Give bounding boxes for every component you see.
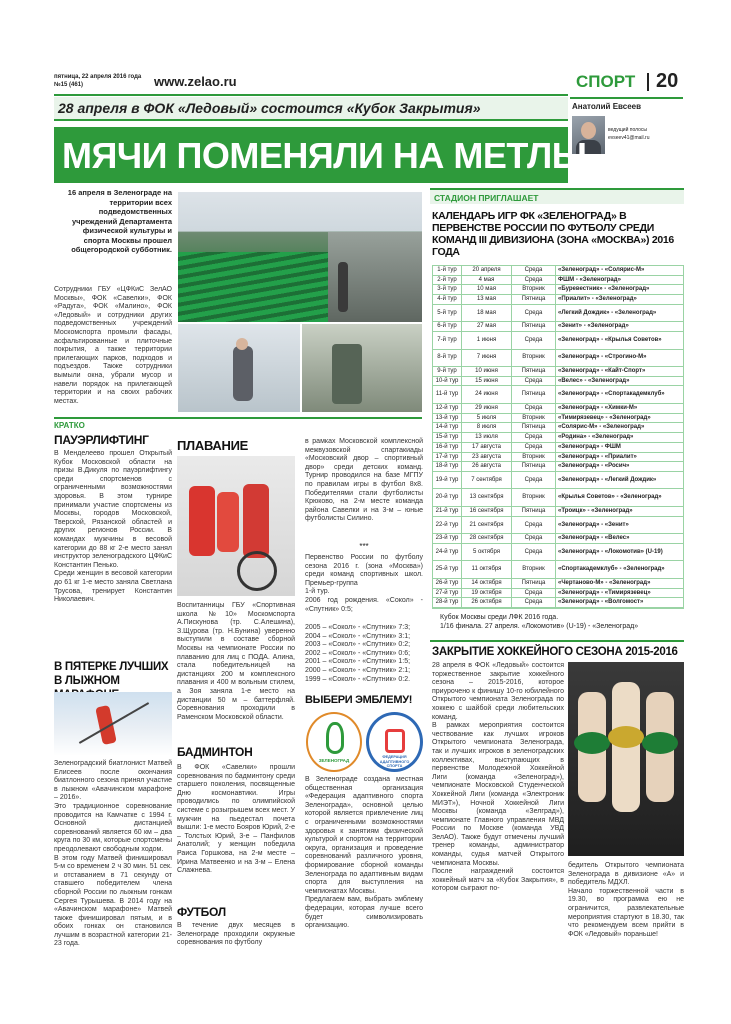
football-result: 2001 – «Сокол» - «Спутник» 1:5; xyxy=(305,658,411,666)
calendar-weekday: Среда xyxy=(511,377,555,386)
calendar-weekday: Пятница xyxy=(511,507,555,516)
calendar-weekday: Пятница xyxy=(511,579,555,588)
kratko-strip xyxy=(54,417,422,431)
calendar-row xyxy=(433,423,683,433)
calendar-row xyxy=(433,534,683,544)
masthead xyxy=(54,72,684,92)
calendar-row xyxy=(433,350,683,367)
calendar-row xyxy=(433,295,683,305)
stadium-strip xyxy=(430,188,684,204)
calendar-row xyxy=(433,598,683,608)
calendar-date: 28 сентября xyxy=(461,534,511,543)
calendar-match: «Зеленоград» - «Локомотив» (U-19) xyxy=(555,544,683,560)
calendar-round: 5-й тур xyxy=(437,309,457,316)
hockey-body-continued: бедитель Открытого чемпионата Зеленограда в дивизионе «А» и победитель МДХЛ. Начало торжественной части в 19.30, во программа ею не ограничится, развлекательные мероприятия стартуют в 18.30, так что рекомендуем всем прийти в ФОК «Ледовый» пораньше! xyxy=(568,862,684,938)
site-url[interactable]: www.zelao.ru xyxy=(154,74,237,89)
calendar-round: 28-й тур xyxy=(435,599,459,606)
calendar-match: «Велес» - «Зеленоград» xyxy=(555,377,683,386)
calendar-date: 8 июля xyxy=(461,423,511,432)
badminton-title: БАДМИНТОН xyxy=(177,745,253,759)
skiing-photo xyxy=(54,692,172,756)
calendar-row xyxy=(433,561,683,578)
calendar-date: 23 августа xyxy=(461,453,511,462)
calendar-match: «Зеленоград» - «Кайт-Спорт» xyxy=(555,367,683,376)
calendar-match: «Зеленоград» - «Зенит» xyxy=(555,517,683,533)
calendar-weekday: Среда xyxy=(511,589,555,598)
calendar-round: 18-й тур xyxy=(435,463,459,470)
calendar-match: «Зеленоград» - «Спортакадемклуб» xyxy=(555,386,683,402)
badminton-body: В ФОК «Савелки» прошли соревнования по бадминтону среди старшего поколения, посвященные Дню космонавтики. Игры проводились по олимпийской системе с розыгрышем всех мест. У мужчин на пьедестал почета вышли: 1-е место Бояров Юрий, 2-е – Толстых Юрий, 3-е – Панфилов Анатолий; у женщин победила Раиса Горшкова, на 2-м месте – Ирина Матвеенко и на 3-м – Елена Слажнева. xyxy=(177,764,296,875)
author-box xyxy=(570,97,683,157)
calendar-match: «Зеленоград» - «Солярис-М» xyxy=(555,266,683,275)
banner xyxy=(54,97,568,121)
lead-article-lead: 16 апреля в Зеленограде на территории всех подведомственных учреждений Департамента физической культуры и спорта Москвы прошел общегородской субботник. xyxy=(67,188,172,254)
calendar-round: 19-й тур xyxy=(435,476,459,483)
football-results xyxy=(305,624,423,684)
calendar-weekday: Среда xyxy=(511,404,555,413)
calendar-weekday: Среда xyxy=(511,305,555,321)
calendar-row xyxy=(433,462,683,472)
calendar-row xyxy=(433,433,683,443)
cup-note: Кубок Москвы среди ЛФК 2016 года. 1/16 финала. 27 апреля. «Локомотив» (U-19) - «Зеленоград» xyxy=(440,614,639,630)
football-first-block: Первенство России по футболу сезона 2016 г. (зона «Москва») среди команд спортивных школ. Премьер-группа 1-й тур. 2006 год рождения. «Сокол» - «Спутник» 0:5; xyxy=(305,554,423,613)
calendar-round: 20-й тур xyxy=(435,494,459,501)
hockey-title: ЗАКРЫТИЕ ХОККЕЙНОГО СЕЗОНА 2015-2016 xyxy=(432,646,678,658)
calendar-date: 13 сентября xyxy=(461,489,511,505)
calendar-date: 15 июня xyxy=(461,377,511,386)
calendar-round: 4-й тур xyxy=(437,296,457,303)
calendar-round: 6-й тур xyxy=(437,323,457,330)
calendar-weekday: Пятница xyxy=(511,322,555,331)
author-role: ведущий полосы xyxy=(608,127,648,133)
calendar-round: 16-й тур xyxy=(435,443,459,450)
calendar-match: «Крылья Советов» - «Зеленоград» xyxy=(555,489,683,505)
hockey-rule xyxy=(430,640,684,642)
calendar-weekday: Среда xyxy=(511,472,555,488)
section-title: СПОРТ xyxy=(576,72,636,91)
calendar-row xyxy=(433,489,683,506)
football-result: 2005 – «Сокол» - «Спутник» 7:3; xyxy=(305,624,411,631)
calendar-row xyxy=(433,579,683,589)
cleaning-photo-1 xyxy=(178,324,300,412)
calendar-title: КАЛЕНДАРЬ ИГР ФК «ЗЕЛЕНОГРАД» В ПЕРВЕНСТВЕ РОССИИ ПО ФУТБОЛУ СРЕДИ КОМАНД III ДИВИЗИОНА (ЗОНА «МОСКВА») 2016 ГОДА xyxy=(432,210,674,258)
main-headline-text: МЯЧИ ПОМЕНЯЛИ НА МЕТЛЫ xyxy=(62,135,587,176)
football-body-continued: в рамках Московской комплексной межвузовской спартакиады «Московский двор – спортивный двор» среди детских команд. Турнир проводился на базе МГПУ по правилам игры в футбол 8х8. Победителями стали футболисты Крюково, на 2-м месте команда района Савелки и на 3-м – юные футболисты Силино. xyxy=(305,438,423,523)
calendar-date: 17 августа xyxy=(461,443,511,452)
calendar-match: «Зеленоград» - «Легкий Дождик» xyxy=(555,472,683,488)
powerlifting-title: ПАУЭРЛИФТИНГ xyxy=(54,433,149,447)
calendar-match: «Зеленоград» - «Химки-М» xyxy=(555,404,683,413)
calendar-round: 27-й тур xyxy=(435,589,459,596)
calendar-round: 12-й тур xyxy=(435,405,459,411)
calendar-weekday: Вторник xyxy=(511,561,555,577)
calendar-round: 10-й тур xyxy=(435,377,459,384)
calendar-row xyxy=(433,386,683,403)
stadium-label: СТАДИОН ПРИГЛАШАЕТ xyxy=(434,193,539,203)
calendar-match: «Легкий Дождик» - «Зеленоград» xyxy=(555,305,683,321)
calendar-row xyxy=(433,517,683,534)
calendar-date: 26 августа xyxy=(461,462,511,471)
calendar-date: 10 мая xyxy=(461,285,511,294)
calendar-date: 11 октября xyxy=(461,561,511,577)
kratko-label: КРАТКО xyxy=(54,421,85,430)
emblem-stars-icon xyxy=(385,729,405,753)
calendar-row xyxy=(433,507,683,517)
calendar-match: «Зеленоград» - ФШМ xyxy=(555,443,683,452)
section-divider xyxy=(647,73,649,91)
calendar-weekday: Пятница xyxy=(511,386,555,402)
calendar-date: 13 мая xyxy=(461,295,511,304)
calendar-round: 1-й тур xyxy=(437,267,457,274)
calendar-round: 11-й тур xyxy=(435,391,459,398)
emblem-body: В Зеленограде создана местная общественная организация «Федерация адаптивного спорта Зеленограда», основной целью которой является привлечение лиц с ограниченными возможностями здоровья к занятиям физической культурой и спортом на территории округа, организация и проведение соревнований различного уровня, формирование сборной команды Зеленограда по адаптивным видам спорта для выступления на чемпионатах Москвы. Предлагаем вам, выбрать эмблему федерации, которая лучше всего будет символизировать организацию. xyxy=(305,776,423,930)
calendar-match: «Зеленоград» - «Волгомост» xyxy=(555,598,683,607)
swimming-title: ПЛАВАНИЕ xyxy=(177,438,248,453)
calendar-match: «Зеленоград» - «Строгино-М» xyxy=(555,350,683,366)
issue-number: №15 (461) xyxy=(54,82,84,88)
football-result: 2003 – «Сокол» - «Спутник» 0:2; xyxy=(305,641,411,649)
calendar-round: 2-й тур xyxy=(437,276,457,283)
calendar-weekday: Среда xyxy=(511,266,555,275)
calendar-date: 16 сентября xyxy=(461,507,511,516)
calendar-row xyxy=(433,276,683,286)
calendar-date: 14 октября xyxy=(461,579,511,588)
author-email[interactable]: evseev41@mail.ru xyxy=(608,135,650,141)
calendar-row xyxy=(433,377,683,387)
calendar-match: «Троицк» - «Зеленоград» xyxy=(555,507,683,516)
calendar-round: 25-й тур xyxy=(435,566,459,573)
calendar-weekday: Пятница xyxy=(511,367,555,376)
calendar-weekday: Вторник xyxy=(511,350,555,366)
emblem-logo-1-text: ЗЕЛЕНОГРАД xyxy=(318,758,350,763)
calendar-date: 4 мая xyxy=(461,276,511,285)
calendar-row xyxy=(433,305,683,322)
calendar-row xyxy=(433,443,683,453)
football-title: ФУТБОЛ xyxy=(177,905,226,919)
calendar-match: «Зеленоград» - «Велес» xyxy=(555,534,683,543)
stadium-photo xyxy=(178,192,422,322)
calendar-row xyxy=(433,322,683,332)
calendar-date: 7 сентября xyxy=(461,472,511,488)
masthead-rule xyxy=(54,94,568,96)
calendar-row xyxy=(433,544,683,561)
calendar-match: «Солярис-М» - «Зеленоград» xyxy=(555,423,683,432)
calendar-round: 15-й тур xyxy=(435,434,459,441)
page-number: 20 xyxy=(656,70,679,92)
swimming-photo xyxy=(177,456,295,596)
calendar-date: 10 июня xyxy=(461,367,511,376)
banner-text: 28 апреля в ФОК «Ледовый» состоится «Кубок Закрытия» xyxy=(58,100,481,116)
calendar-row xyxy=(433,404,683,414)
calendar-table xyxy=(432,265,684,609)
football-result: 1999 – «Сокол» - «Спутник» 0:2. xyxy=(305,675,411,683)
calendar-row xyxy=(433,472,683,489)
calendar-date: 24 июня xyxy=(461,386,511,402)
calendar-round: 3-й тур xyxy=(437,286,457,293)
emblem-logo-2 xyxy=(366,712,423,772)
football-body: В течение двух месяцев в Зеленограде проходили окружные соревнования по футболу xyxy=(177,922,295,947)
calendar-match: ФШМ - «Зеленоград» xyxy=(555,276,683,285)
lead-article-body: Сотрудники ГБУ «ЦФКиС ЗелАО Москвы», ФОК «Савелки», ФОК «Радуга», ФОК «Малино», ФОК «Ледовый» и сотрудники других подведомственных учреждений Москомспорта промыли фасады, асфальтированные и плиточные покрытия, а также территории прилегающих парков, подходов и подъездов. Также сотрудники вымыли окна, убрали мусор и навели порядок на прилегающей территории и на своих рабочих местах. xyxy=(54,286,172,405)
calendar-weekday: Пятница xyxy=(511,462,555,471)
swimming-body: Воспитанницы ГБУ «Спортивная школа №10» Москомспорта А.Пискунова (тр. С.Алешина), З.Щурова (тр. Н.Бунина) уверенно выступили в составе сборной Москвы на чемпионате России по плаванию для лиц с ПОДА. Алина, стала победительницей на дистанциях 200 м комплексного плавания и 400 м вольным стилем, а Зоя заняла 1-е место на дистанции 50 м – баттерфляй. Соревнования проходили в Раменском Московской области. xyxy=(177,602,295,721)
calendar-round: 8-й тур xyxy=(437,354,457,361)
main-headline xyxy=(54,127,587,183)
calendar-date: 21 сентября xyxy=(461,517,511,533)
calendar-match: «Зеленоград» - «Приалит» xyxy=(555,453,683,462)
calendar-round: 9-й тур xyxy=(437,368,457,375)
cleaning-photo-2 xyxy=(302,324,422,412)
emblem-logo-1 xyxy=(306,712,362,772)
hockey-body: 28 апреля в ФОК «Ледовый» состоится торжественное закрытие хоккейного сезона – 2015-2016, которое приурочено к финишу 10-го юбилейного Открытого чемпионата Зеленограда по хоккею с шайбой среди любительских команд. В рамках мероприятия состоится чествование как лучших игроков Открытого чемпионата Зеленограда, так и лучших игроков в зеленоградских коллективах, выступающих в первенстве Молодежной Хоккейной Лиги (команда «Зеленоград»), чемпионате Московской Студенческой Хоккейной Лиги (команда «Электроник МИЭТ»), Ночной Хоккейной Лиги Москвы (команда «Зелград»), чемпионате Главного управления МВД России по Москве (команда УВД ЗелАО). Также будут отмечены лучший тренер команды, администратор команды, судья матчей Открытого чемпионата Москвы. После награждений состоится хоккейный матч за «Кубок Закрытия», в котором сыграют по- xyxy=(432,662,564,893)
football-result: 2000 – «Сокол» - «Спутник» 2:1; xyxy=(305,666,411,674)
calendar-date: 19 октября xyxy=(461,589,511,598)
calendar-round: 22-й тур xyxy=(435,521,459,528)
calendar-date: 29 июня xyxy=(461,404,511,413)
calendar-match: «Родина» - «Зеленоград» xyxy=(555,433,683,442)
calendar-weekday: Среда xyxy=(511,598,555,607)
calendar-row xyxy=(433,589,683,599)
calendar-round: 14-й тур xyxy=(435,424,459,431)
calendar-match: «Приалит» - «Зеленоград» xyxy=(555,295,683,304)
calendar-match: «Зеленоград» - «Тимирязевец» xyxy=(555,589,683,598)
calendar-weekday: Среда xyxy=(511,276,555,285)
calendar-weekday: Среда xyxy=(511,443,555,452)
calendar-weekday: Вторник xyxy=(511,414,555,423)
skiing-title: В ПЯТЕРКЕ ЛУЧШИХ В ЛЫЖНОМ xyxy=(54,661,169,687)
issue-date: пятница, 22 апреля 2016 года xyxy=(54,74,142,80)
calendar-match: «Зенит» - «Зеленоград» xyxy=(555,322,683,331)
calendar-weekday: Вторник xyxy=(511,285,555,294)
calendar-round: 24-й тур xyxy=(435,548,459,555)
calendar-match: «Спортакадемклуб» - «Зеленоград» xyxy=(555,561,683,577)
emblem-title: ВЫБЕРИ ЭМБЛЕМУ! xyxy=(305,694,413,706)
calendar-date: 27 мая xyxy=(461,322,511,331)
calendar-match: «Тимирязевец» - «Зеленоград» xyxy=(555,414,683,423)
calendar-weekday: Вторник xyxy=(511,489,555,505)
calendar-row xyxy=(433,266,683,276)
calendar-row xyxy=(433,414,683,424)
football-result: 2004 – «Сокол» - «Спутник» 3:1; xyxy=(305,632,411,640)
calendar-weekday: Вторник xyxy=(511,453,555,462)
calendar-match: «Зеленоград» - «Крылья Советов» xyxy=(555,332,683,348)
calendar-match: «Зеленоград» - «Росич» xyxy=(555,462,683,471)
calendar-weekday: Среда xyxy=(511,332,555,348)
calendar-match: «Чертаново-М» - «Зеленоград» xyxy=(555,579,683,588)
calendar-round: 7-й тур xyxy=(437,337,457,343)
calendar-weekday: Пятница xyxy=(511,423,555,432)
calendar-weekday: Среда xyxy=(511,517,555,533)
author-name: Анатолий Евсеев xyxy=(572,102,642,111)
calendar-row xyxy=(433,367,683,377)
calendar-row xyxy=(433,332,683,349)
calendar-date: 20 апреля xyxy=(461,266,511,275)
emblem-figure-icon xyxy=(326,722,344,754)
calendar-round: 21-й тур xyxy=(435,508,459,514)
calendar-round: 17-й тур xyxy=(435,453,459,460)
calendar-round: 13-й тур xyxy=(435,414,459,421)
football-stars: *** xyxy=(359,542,369,551)
football-result: 2002 – «Сокол» - «Спутник» 0:6; xyxy=(305,649,411,657)
skiing-body: Зеленоградский биатлонист Матвей Елисеев после окончания биатлонного сезона принял участие в лыжном «Авачинском марафоне – 2016». Это традиционное соревнование проводится на Камчатке с 1994 г. Основной дистанцией соревнований является 60 км – два круга по 30 км, которые спортсмены преодолевают свободным ходом. В этом году Матвей финишировал 5-м со временем 2 ч 30 мин. 51 сек. и отставанием в 71 секунду от ставшего победителем члена сборной России по лыжным гонкам Сергея Турышева. В 2014 году на «Авачинском марафоне» Матвей также финишировал пятым, и в обоих гонках он становился лучшим в возрастной категории 21-23 года. xyxy=(54,760,172,948)
calendar-date: 13 июля xyxy=(461,433,511,442)
powerlifting-body: В Менделеево прошел Открытый Кубок Московской области на призы В.Дикуля по пауэрлифтингу среди спортсменов с ограниченными возможностями здоровья. В этом турнире принимали участие спортсмены из Москвы, городов Московской, Тверской, Рязанской областей и других регионов России. В командах мужчины в весовой категории до 88 кг 2-е место занял инструктор зеленоградского ЦФКиС Константин Пенько. Среди женщин в весовой категории до 61 кг 1-е место заняла Светлана Трусова, тренирует Константин Николаевич. xyxy=(54,450,172,604)
calendar-weekday: Среда xyxy=(511,433,555,442)
calendar-date: 5 июля xyxy=(461,414,511,423)
calendar-date: 18 мая xyxy=(461,305,511,321)
calendar-date: 26 октября xyxy=(461,598,511,607)
calendar-weekday: Пятница xyxy=(511,295,555,304)
calendar-weekday: Среда xyxy=(511,544,555,560)
calendar-date: 7 июня xyxy=(461,350,511,366)
calendar-weekday: Среда xyxy=(511,534,555,543)
calendar-row xyxy=(433,285,683,295)
calendar-date: 5 октября xyxy=(461,544,511,560)
calendar-match: «Буревестник» - «Зеленоград» xyxy=(555,285,683,294)
calendar-row xyxy=(433,453,683,463)
hockey-cheerleaders-photo xyxy=(568,662,684,856)
calendar-round: 26-й тур xyxy=(435,579,459,586)
emblem-logo-2-text: ФЕДЕРАЦИЯ АДАПТИВНОГО СПОРТА xyxy=(379,755,410,768)
calendar-round: 23-й тур xyxy=(435,535,459,542)
calendar-date: 1 июня xyxy=(461,332,511,348)
